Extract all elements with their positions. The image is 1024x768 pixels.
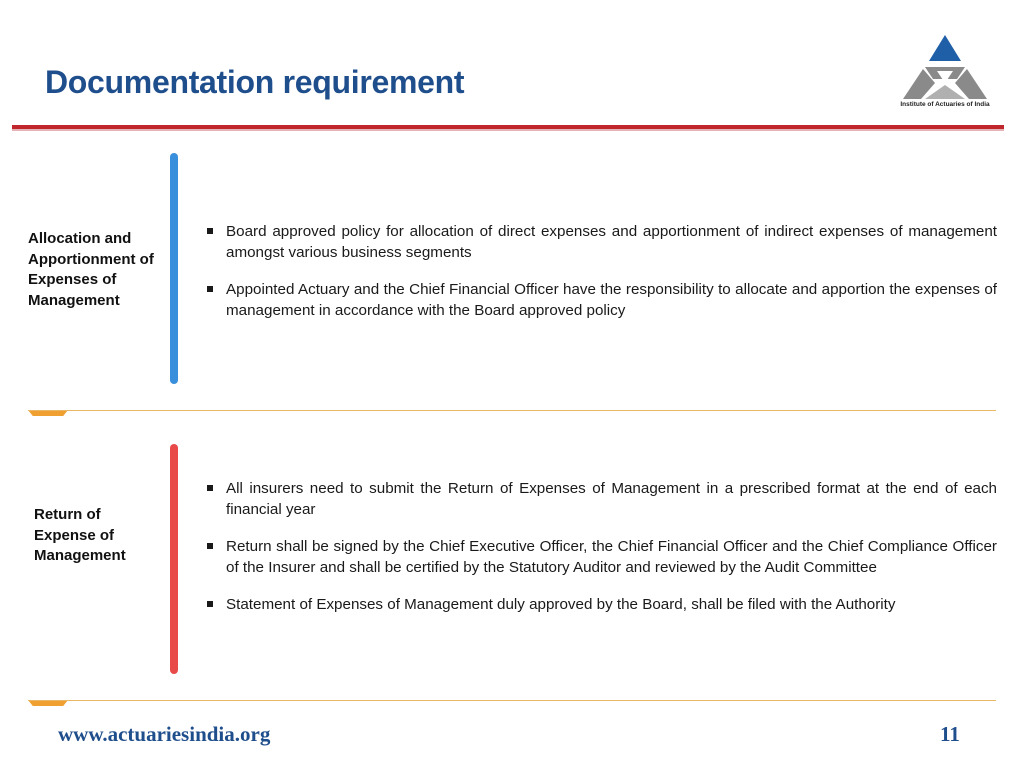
footer-website-link[interactable]: www.actuariesindia.org [58, 722, 271, 746]
logo-caption: Institute of Actuaries of India [900, 101, 990, 108]
bullet-item: Board approved policy for allocation of direct expenses and apportionment of indirect expenses of management amongst various business segments [205, 222, 997, 263]
section-2-bullets [205, 479, 997, 633]
section-label-allocation: Allocation and Apportionment of Expenses of Management [28, 230, 154, 309]
section-label-return: Return of Expense of Management [34, 506, 126, 564]
bullet-item: Statement of Expenses of Management duly approved by the Board, shall be filed with the Authority [205, 595, 997, 616]
section-2-bar [170, 444, 178, 674]
section-1-bullets [205, 222, 997, 338]
bullet-item: Appointed Actuary and the Chief Financial Officer have the responsibility to allocate and apportion the expenses of management in accordance with the Board approved policy [205, 280, 997, 321]
section-1-bar [170, 153, 178, 384]
slide-title: Documentation requirement [45, 64, 465, 100]
page-number: 11 [940, 722, 960, 746]
bullet-item: Return shall be signed by the Chief Executive Officer, the Chief Financial Officer and the Chief Compliance Officer of the Insurer and shall be certified by the Statutory Auditor and reviewed by the Audit Committee [205, 537, 997, 578]
separator-line [28, 410, 996, 411]
bullet-item: All insurers need to submit the Return of Expenses of Management in a prescribed format at the end of each financial year [205, 479, 997, 520]
separator-line [28, 700, 996, 701]
header-rule-shadow [12, 129, 1004, 131]
